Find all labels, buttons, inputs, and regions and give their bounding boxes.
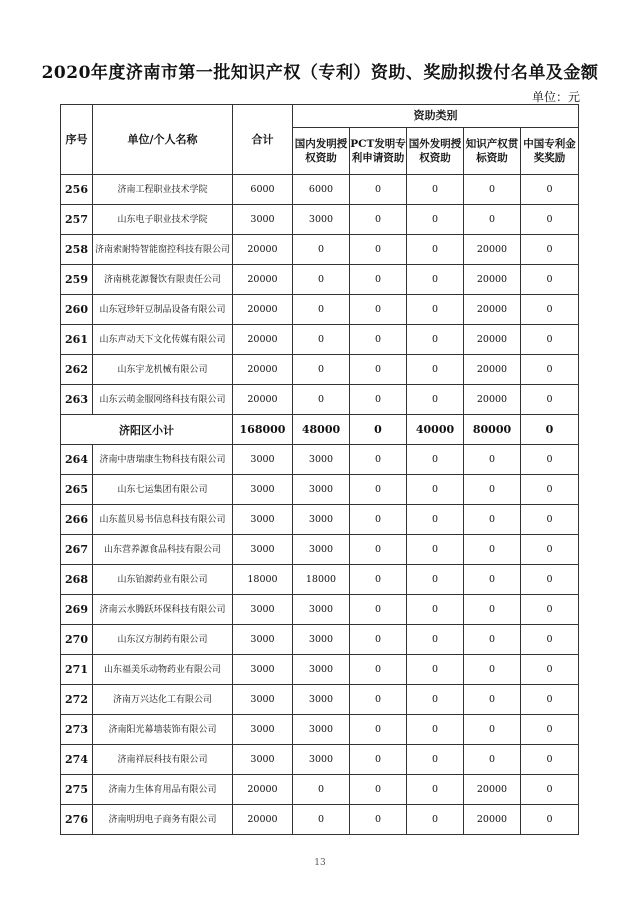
funding-table [60, 104, 579, 835]
table-row [61, 745, 579, 775]
row-name: 山东电子职业技术学院 [93, 205, 233, 235]
row-patent-gold-award: 0 [521, 625, 579, 655]
row-foreign-invention: 0 [407, 715, 464, 745]
row-patent-gold-award: 0 [521, 535, 579, 565]
row-pct-application: 0 [350, 535, 407, 565]
row-ip-standard: 0 [464, 625, 521, 655]
row-foreign-invention: 0 [407, 655, 464, 685]
header-category: 资助类别 [293, 105, 579, 128]
row-foreign-invention: 0 [407, 505, 464, 535]
row-pct-application: 0 [350, 505, 407, 535]
row-ip-standard: 20000 [464, 385, 521, 415]
row-pct-application: 0 [350, 625, 407, 655]
row-total: 20000 [233, 325, 293, 355]
row-name: 济南工程职业技术学院 [93, 175, 233, 205]
row-ip-standard: 0 [464, 445, 521, 475]
row-patent-gold-award: 0 [521, 205, 579, 235]
row-patent-gold-award: 0 [521, 565, 579, 595]
row-domestic-invention: 0 [293, 295, 350, 325]
table-row [61, 475, 579, 505]
row-ip-standard: 0 [464, 595, 521, 625]
row-name: 济南中唐瑞康生物科技有限公司 [93, 445, 233, 475]
row-foreign-invention: 0 [407, 745, 464, 775]
row-ip-standard: 0 [464, 535, 521, 565]
row-seq: 267 [61, 535, 93, 565]
row-total: 3000 [233, 745, 293, 775]
row-name: 山东宇龙机械有限公司 [93, 355, 233, 385]
row-foreign-invention: 0 [407, 445, 464, 475]
row-name: 山东汉方制药有限公司 [93, 625, 233, 655]
row-domestic-invention: 6000 [293, 175, 350, 205]
row-seq: 274 [61, 745, 93, 775]
row-seq: 257 [61, 205, 93, 235]
row-name: 山东福美乐动物药业有限公司 [93, 655, 233, 685]
table-row [61, 355, 579, 385]
header-domestic-invention: 国内发明授权资助 [293, 128, 350, 175]
row-foreign-invention: 0 [407, 805, 464, 835]
row-name: 济南阳光幕墙装饰有限公司 [93, 715, 233, 745]
row-seq: 256 [61, 175, 93, 205]
row-foreign-invention: 0 [407, 625, 464, 655]
row-pct-application: 0 [350, 655, 407, 685]
row-name: 济南索耐特智能窗控科技有限公司 [93, 235, 233, 265]
row-name: 山东七运集团有限公司 [93, 475, 233, 505]
row-domestic-invention: 3000 [293, 655, 350, 685]
row-domestic-invention: 18000 [293, 565, 350, 595]
row-patent-gold-award: 0 [521, 685, 579, 715]
row-patent-gold-award: 0 [521, 175, 579, 205]
row-domestic-invention: 3000 [293, 205, 350, 235]
row-foreign-invention: 0 [407, 325, 464, 355]
row-patent-gold-award: 0 [521, 295, 579, 325]
row-patent-gold-award: 0 [521, 475, 579, 505]
row-domestic-invention: 3000 [293, 475, 350, 505]
header-total: 合计 [233, 105, 293, 175]
page-number: 13 [314, 858, 326, 868]
row-ip-standard: 0 [464, 715, 521, 745]
row-domestic-invention: 3000 [293, 715, 350, 745]
row-total: 6000 [233, 175, 293, 205]
row-total: 168000 [233, 415, 293, 445]
header-patent-gold-award: 中国专利金奖奖励 [521, 128, 579, 175]
row-seq: 260 [61, 295, 93, 325]
row-ip-standard: 0 [464, 745, 521, 775]
row-pct-application: 0 [350, 445, 407, 475]
table-row [61, 625, 579, 655]
row-name: 济南云水腾跃环保科技有限公司 [93, 595, 233, 625]
row-patent-gold-award: 0 [521, 805, 579, 835]
header-ip-standard: 知识产权贯标资助 [464, 128, 521, 175]
row-pct-application: 0 [350, 355, 407, 385]
row-domestic-invention: 0 [293, 265, 350, 295]
row-seq: 264 [61, 445, 93, 475]
row-patent-gold-award: 0 [521, 385, 579, 415]
row-foreign-invention: 0 [407, 355, 464, 385]
table-row [61, 505, 579, 535]
row-patent-gold-award: 0 [521, 505, 579, 535]
row-pct-application: 0 [350, 295, 407, 325]
row-name: 济南祥辰科技有限公司 [93, 745, 233, 775]
row-domestic-invention: 3000 [293, 505, 350, 535]
row-name: 山东冠珍轩豆制品设备有限公司 [93, 295, 233, 325]
row-total: 3000 [233, 715, 293, 745]
unit-label: 单位：元 [531, 90, 580, 104]
row-domestic-invention: 3000 [293, 595, 350, 625]
row-patent-gold-award: 0 [521, 415, 579, 445]
row-total: 3000 [233, 655, 293, 685]
row-domestic-invention: 0 [293, 355, 350, 385]
row-seq: 263 [61, 385, 93, 415]
row-patent-gold-award: 0 [521, 265, 579, 295]
row-seq: 273 [61, 715, 93, 745]
row-ip-standard: 20000 [464, 355, 521, 385]
row-ip-standard: 20000 [464, 775, 521, 805]
row-foreign-invention: 0 [407, 475, 464, 505]
row-total: 3000 [233, 595, 293, 625]
row-name: 山东营养源食品科技有限公司 [93, 535, 233, 565]
row-total: 20000 [233, 805, 293, 835]
row-total: 3000 [233, 475, 293, 505]
row-foreign-invention: 0 [407, 205, 464, 235]
row-ip-standard: 20000 [464, 265, 521, 295]
row-domestic-invention: 48000 [293, 415, 350, 445]
row-pct-application: 0 [350, 715, 407, 745]
row-domestic-invention: 0 [293, 385, 350, 415]
row-name: 山东铂源药业有限公司 [93, 565, 233, 595]
row-total: 20000 [233, 265, 293, 295]
row-pct-application: 0 [350, 745, 407, 775]
row-total: 20000 [233, 385, 293, 415]
row-ip-standard: 0 [464, 685, 521, 715]
row-seq: 266 [61, 505, 93, 535]
row-patent-gold-award: 0 [521, 595, 579, 625]
row-patent-gold-award: 0 [521, 235, 579, 265]
table-row [61, 445, 579, 475]
row-ip-standard: 20000 [464, 805, 521, 835]
row-domestic-invention: 3000 [293, 445, 350, 475]
row-ip-standard: 80000 [464, 415, 521, 445]
row-total: 3000 [233, 535, 293, 565]
row-foreign-invention: 0 [407, 235, 464, 265]
row-patent-gold-award: 0 [521, 325, 579, 355]
row-patent-gold-award: 0 [521, 715, 579, 745]
row-ip-standard: 20000 [464, 295, 521, 325]
row-domestic-invention: 3000 [293, 685, 350, 715]
row-foreign-invention: 0 [407, 595, 464, 625]
row-total: 20000 [233, 775, 293, 805]
table-row [61, 175, 579, 205]
row-name: 济南桃花源餐饮有限责任公司 [93, 265, 233, 295]
row-ip-standard: 0 [464, 655, 521, 685]
row-ip-standard: 20000 [464, 235, 521, 265]
subtotal-row [61, 415, 579, 445]
row-total: 3000 [233, 505, 293, 535]
row-total: 3000 [233, 205, 293, 235]
row-name: 济南明玥电子商务有限公司 [93, 805, 233, 835]
table-row [61, 535, 579, 565]
row-domestic-invention: 3000 [293, 535, 350, 565]
row-ip-standard: 0 [464, 505, 521, 535]
row-patent-gold-award: 0 [521, 445, 579, 475]
header-pct-application: PCT发明专利申请资助 [350, 128, 407, 175]
row-pct-application: 0 [350, 205, 407, 235]
row-domestic-invention: 0 [293, 775, 350, 805]
row-seq: 268 [61, 565, 93, 595]
table-row [61, 235, 579, 265]
row-ip-standard: 0 [464, 205, 521, 235]
table-row [61, 655, 579, 685]
table-row [61, 325, 579, 355]
table-body [61, 175, 579, 835]
row-seq: 265 [61, 475, 93, 505]
row-ip-standard: 0 [464, 475, 521, 505]
row-pct-application: 0 [350, 565, 407, 595]
row-seq: 275 [61, 775, 93, 805]
row-pct-application: 0 [350, 175, 407, 205]
row-total: 18000 [233, 565, 293, 595]
row-domestic-invention: 0 [293, 325, 350, 355]
header-seq: 序号 [61, 105, 93, 175]
row-foreign-invention: 0 [407, 685, 464, 715]
row-name: 济南万兴达化工有限公司 [93, 685, 233, 715]
table-row [61, 565, 579, 595]
row-patent-gold-award: 0 [521, 775, 579, 805]
header-foreign-invention: 国外发明授权资助 [407, 128, 464, 175]
row-ip-standard: 0 [464, 175, 521, 205]
row-pct-application: 0 [350, 475, 407, 505]
row-pct-application: 0 [350, 325, 407, 355]
row-seq: 261 [61, 325, 93, 355]
row-seq: 271 [61, 655, 93, 685]
table-row [61, 805, 579, 835]
row-ip-standard: 20000 [464, 325, 521, 355]
row-name: 山东云萌金服网络科技有限公司 [93, 385, 233, 415]
row-pct-application: 0 [350, 415, 407, 445]
row-foreign-invention: 0 [407, 265, 464, 295]
row-pct-application: 0 [350, 265, 407, 295]
row-seq: 272 [61, 685, 93, 715]
row-domestic-invention: 0 [293, 805, 350, 835]
table-row [61, 265, 579, 295]
table-row [61, 295, 579, 325]
row-foreign-invention: 40000 [407, 415, 464, 445]
row-domestic-invention: 0 [293, 235, 350, 265]
row-patent-gold-award: 0 [521, 655, 579, 685]
table-row [61, 775, 579, 805]
row-name: 山东声动天下文化传媒有限公司 [93, 325, 233, 355]
row-pct-application: 0 [350, 385, 407, 415]
table-row [61, 385, 579, 415]
row-seq: 259 [61, 265, 93, 295]
row-pct-application: 0 [350, 685, 407, 715]
row-seq: 269 [61, 595, 93, 625]
table-row [61, 685, 579, 715]
row-seq: 270 [61, 625, 93, 655]
row-pct-application: 0 [350, 805, 407, 835]
row-pct-application: 0 [350, 235, 407, 265]
row-seq: 276 [61, 805, 93, 835]
row-total: 20000 [233, 355, 293, 385]
row-total: 3000 [233, 445, 293, 475]
row-domestic-invention: 3000 [293, 625, 350, 655]
row-patent-gold-award: 0 [521, 745, 579, 775]
row-seq: 262 [61, 355, 93, 385]
row-total: 20000 [233, 235, 293, 265]
row-total: 3000 [233, 685, 293, 715]
row-total: 3000 [233, 625, 293, 655]
table-row [61, 205, 579, 235]
row-foreign-invention: 0 [407, 385, 464, 415]
row-name: 山东蓝贝易书信息科技有限公司 [93, 505, 233, 535]
header-name: 单位/个人名称 [93, 105, 233, 175]
table-row [61, 715, 579, 745]
row-foreign-invention: 0 [407, 175, 464, 205]
row-domestic-invention: 3000 [293, 745, 350, 775]
row-foreign-invention: 0 [407, 565, 464, 595]
row-seq: 258 [61, 235, 93, 265]
row-pct-application: 0 [350, 595, 407, 625]
row-foreign-invention: 0 [407, 535, 464, 565]
row-total: 20000 [233, 295, 293, 325]
row-foreign-invention: 0 [407, 775, 464, 805]
row-ip-standard: 0 [464, 565, 521, 595]
document-title: 2020年度济南市第一批知识产权（专利）资助、奖励拟拨付名单及金额 [41, 63, 599, 83]
row-patent-gold-award: 0 [521, 355, 579, 385]
row-foreign-invention: 0 [407, 295, 464, 325]
row-pct-application: 0 [350, 775, 407, 805]
table-row [61, 595, 579, 625]
subtotal-label: 济阳区小计 [61, 415, 233, 445]
row-name: 济南力生体育用品有限公司 [93, 775, 233, 805]
